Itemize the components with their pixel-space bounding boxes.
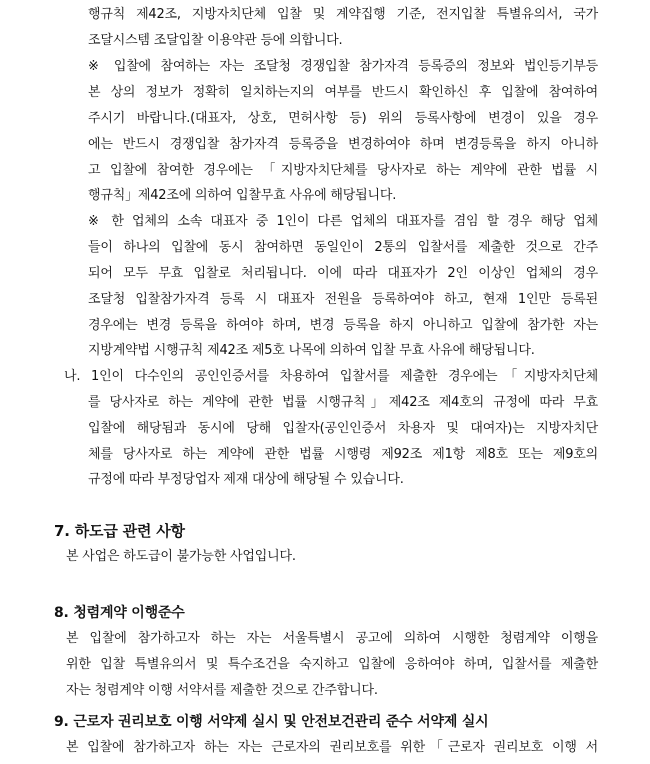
list-item-line: 규정에 따라 부정당업자 제재 대상에 해당될 수 있습니다.	[88, 472, 404, 487]
note-line: ※ 입찰에 참여하는 자는 조달청 경쟁입찰 참가자격 등록증의 정보와 법인등기부등	[88, 59, 598, 74]
note-line: 경우에는 변경 등록을 하여야 하며, 변경 등록을 하지 아니하고 입찰에 참가한 자는	[88, 318, 598, 333]
note-line: 에는 반드시 경쟁입찰 참가자격 등록증을 변경하여야 하며 변경등록을 하지 아니하	[88, 137, 598, 152]
list-item-line: 를 당사자로 하는 계약에 관한 법률 시행규칙」제42조 제4호의 규정에 따라 무효	[88, 395, 598, 410]
note-line: 주시기 바랍니다.(대표자, 상호, 면허사항 등) 위의 등록사항에 변경이 있을 경우	[88, 111, 598, 126]
section-line: 자는 청렴계약 이행 서약서를 제출한 것으로 간주합니다.	[66, 683, 378, 698]
section-line: 본 입찰에 참가하고자 하는 자는 서울특별시 공고에 의하여 시행한 청렴계약 이행을	[66, 631, 598, 646]
paragraph-line: 조달시스템 조달입찰 이용약관 등에 의합니다.	[88, 33, 343, 48]
note-line: ※ 한 업체의 소속 대표자 중 1인이 다른 업체의 대표자를 겸임 할 경우 해당 업체	[88, 214, 598, 229]
paragraph-line: 행규칙 제42조, 지방자치단체 입찰 및 계약집행 기준, 전지입찰 특별유의서, 국가	[88, 7, 598, 22]
section-heading: 7. 하도급 관련 사항	[54, 522, 185, 540]
note-line: 본 상의 정보가 정확히 일치하는지의 여부를 반드시 확인하신 후 입찰에 참여하여	[88, 85, 598, 100]
section-heading: 9. 근로자 권리보호 이행 서약제 실시 및 안전보건관리 준수 서약제 실시	[54, 714, 489, 730]
list-item-line: 체를 당사자로 하는 계약에 관한 법률 시행령 제92조 제1항 제8호 또는 제9호의	[88, 447, 598, 462]
note-line: 조달청 입찰참가자격 등록 시 대표자 전원을 등록하여야 하고, 현재 1인만 등록된	[88, 292, 598, 307]
note-line: 되어 모두 무효 입찰로 처리됩니다. 이에 따라 대표자가 2인 이상인 업체의 경우	[88, 266, 598, 281]
list-item-line: 입찰에 해당됨과 동시에 당해 입찰자(공인인증서 차용자 및 대여자)는 지방자치단	[88, 421, 598, 436]
section-line: 본 입찰에 참가하고자 하는 자는 근로자의 권리보호를 위한「근로자 권리보호 이행 서	[66, 740, 598, 755]
note-line: 고 입찰에 참여한 경우에는 「지방자치단체를 당사자로 하는 계약에 관한 법률 시	[88, 163, 598, 178]
note-line: 들이 하나의 입찰에 동시 참여하면 동일인이 2통의 입찰서를 제출한 것으로 간주	[88, 240, 598, 255]
section-line: 위한 입찰 특별유의서 및 특수조건을 숙지하고 입찰에 응하여야 하며, 입찰서를 제출한	[66, 657, 598, 672]
list-item-line: 나. 1인이 다수인의 공인인증서를 차용하여 입찰서를 제출한 경우에는「지방자치단체	[64, 369, 598, 384]
section-line: 본 사업은 하도급이 불가능한 사업입니다.	[66, 549, 296, 564]
note-line: 행규칙」제42조에 의하여 입찰무효 사유에 해당됩니다.	[88, 188, 397, 203]
note-line: 지방계약법 시행규칙 제42조 제5호 나목에 의하여 입찰 무효 사유에 해당됩니다.	[88, 343, 535, 358]
section-heading: 8. 청렴계약 이행준수	[54, 605, 185, 621]
